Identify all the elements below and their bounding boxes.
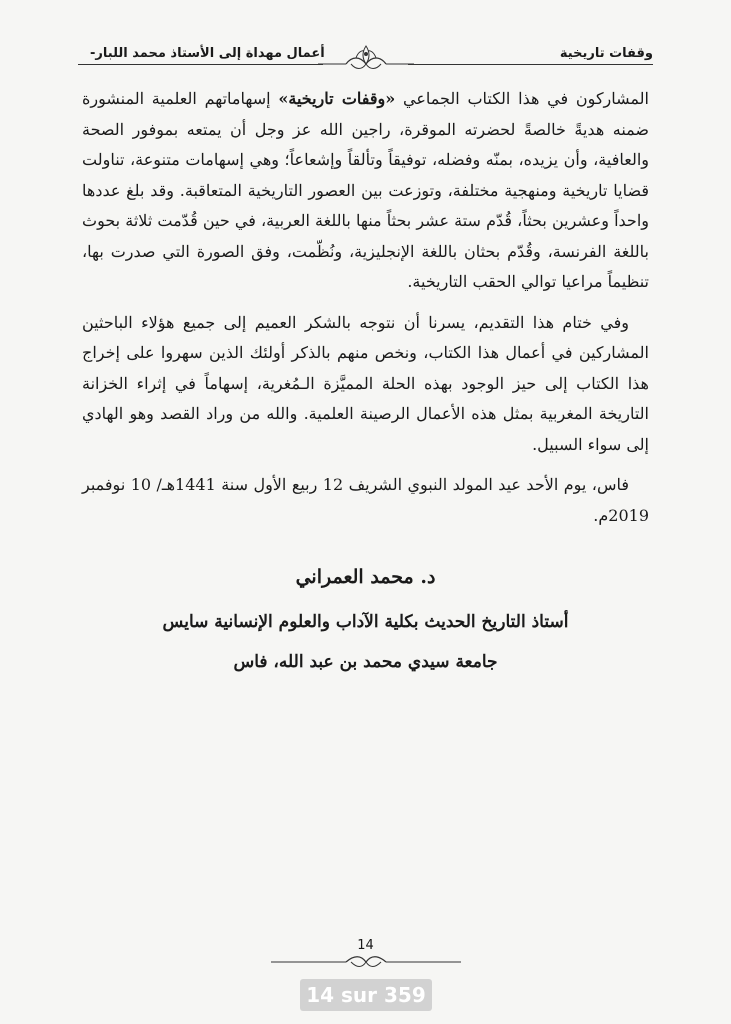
footer-ornament-icon (266, 952, 466, 972)
signature-title: أستاذ التاريخ الحديث بكلية الآداب والعلوم الإنسانية سايس (162, 612, 569, 632)
header-rule-right (408, 64, 653, 65)
header-rule-left (78, 64, 323, 65)
page-number: 14 (357, 938, 374, 953)
signature-university: جامعة سيدي محمد بن عبد الله، فاس (233, 652, 498, 672)
viewer-page-indicator: 14 sur 359 (300, 979, 432, 1011)
paragraph-1-rest: إسهاماتهم العلمية المنشورة ضمنه هديةً خالصةً لحضرته الموقرة، راجين الله عز وجل أن يمتعه بموفور الصحة والعافية، وأن يزيده، بمنّه وفضله، توفيقاً وتألقاً وإشعاعاً؛ وهي إسهامات متنوعة، تناولت قضايا تاريخية ومنهجية مختلفة، وتوزعت بين العصور التاريخية المتعاقبة. وقد بلغ عددها واحداً وعشرين بحثاً، قُدّم ستة عشر بحثاً منها باللغة العربية، في حين قُدّمت ثلاثة بحوث باللغة الفرنسة، وقُدّم بحثان باللغة الإنجليزية، ونُظّمت، وفق الصورة التي صدرت بها، تنظيماً مراعيا توالي الحقب التاريخية. (82, 89, 650, 291)
header-ornament-icon (316, 42, 416, 74)
header-subtitle: أعمال مهداة إلى الأستاذ محمد اللبار- (90, 46, 325, 61)
paragraph-2: وفي ختام هذا التقديم، يسرنا أن نتوجه بالشكر العميم إلى جميع هؤلاء الباحثين المشاركين في أعمال هذا الكتاب، ونخص منهم بالذكر أولئك الذين سهروا على إخراج هذا الكتاب إلى حيز الوجود بهذه الحلة المميَّزة الـمُغرية، إسهاماً في إثراء الخزانة التاريخة المغربية بمثل هذه الأعمال الرصينة العلمية. والله من وراد القصد وهو الهادي إلى سواء السبيل. (82, 312, 649, 454)
book-title-inline: «وقفات تاريخية» (278, 89, 396, 108)
signature-name: د. محمد العمراني (295, 566, 436, 588)
running-header (78, 42, 653, 70)
header-book-title: وقفات تاريخية (559, 46, 653, 61)
paragraph-1 (82, 84, 649, 298)
paragraph-date: فاس، يوم الأحد عيد المولد النبوي الشريف 12 ربيع الأول سنة 1441هـ/ 10 نوفمبر 2019م. (82, 475, 649, 525)
main-text (82, 84, 649, 531)
paragraph-1-start: المشاركون في هذا الكتاب الجماعي (403, 89, 650, 108)
